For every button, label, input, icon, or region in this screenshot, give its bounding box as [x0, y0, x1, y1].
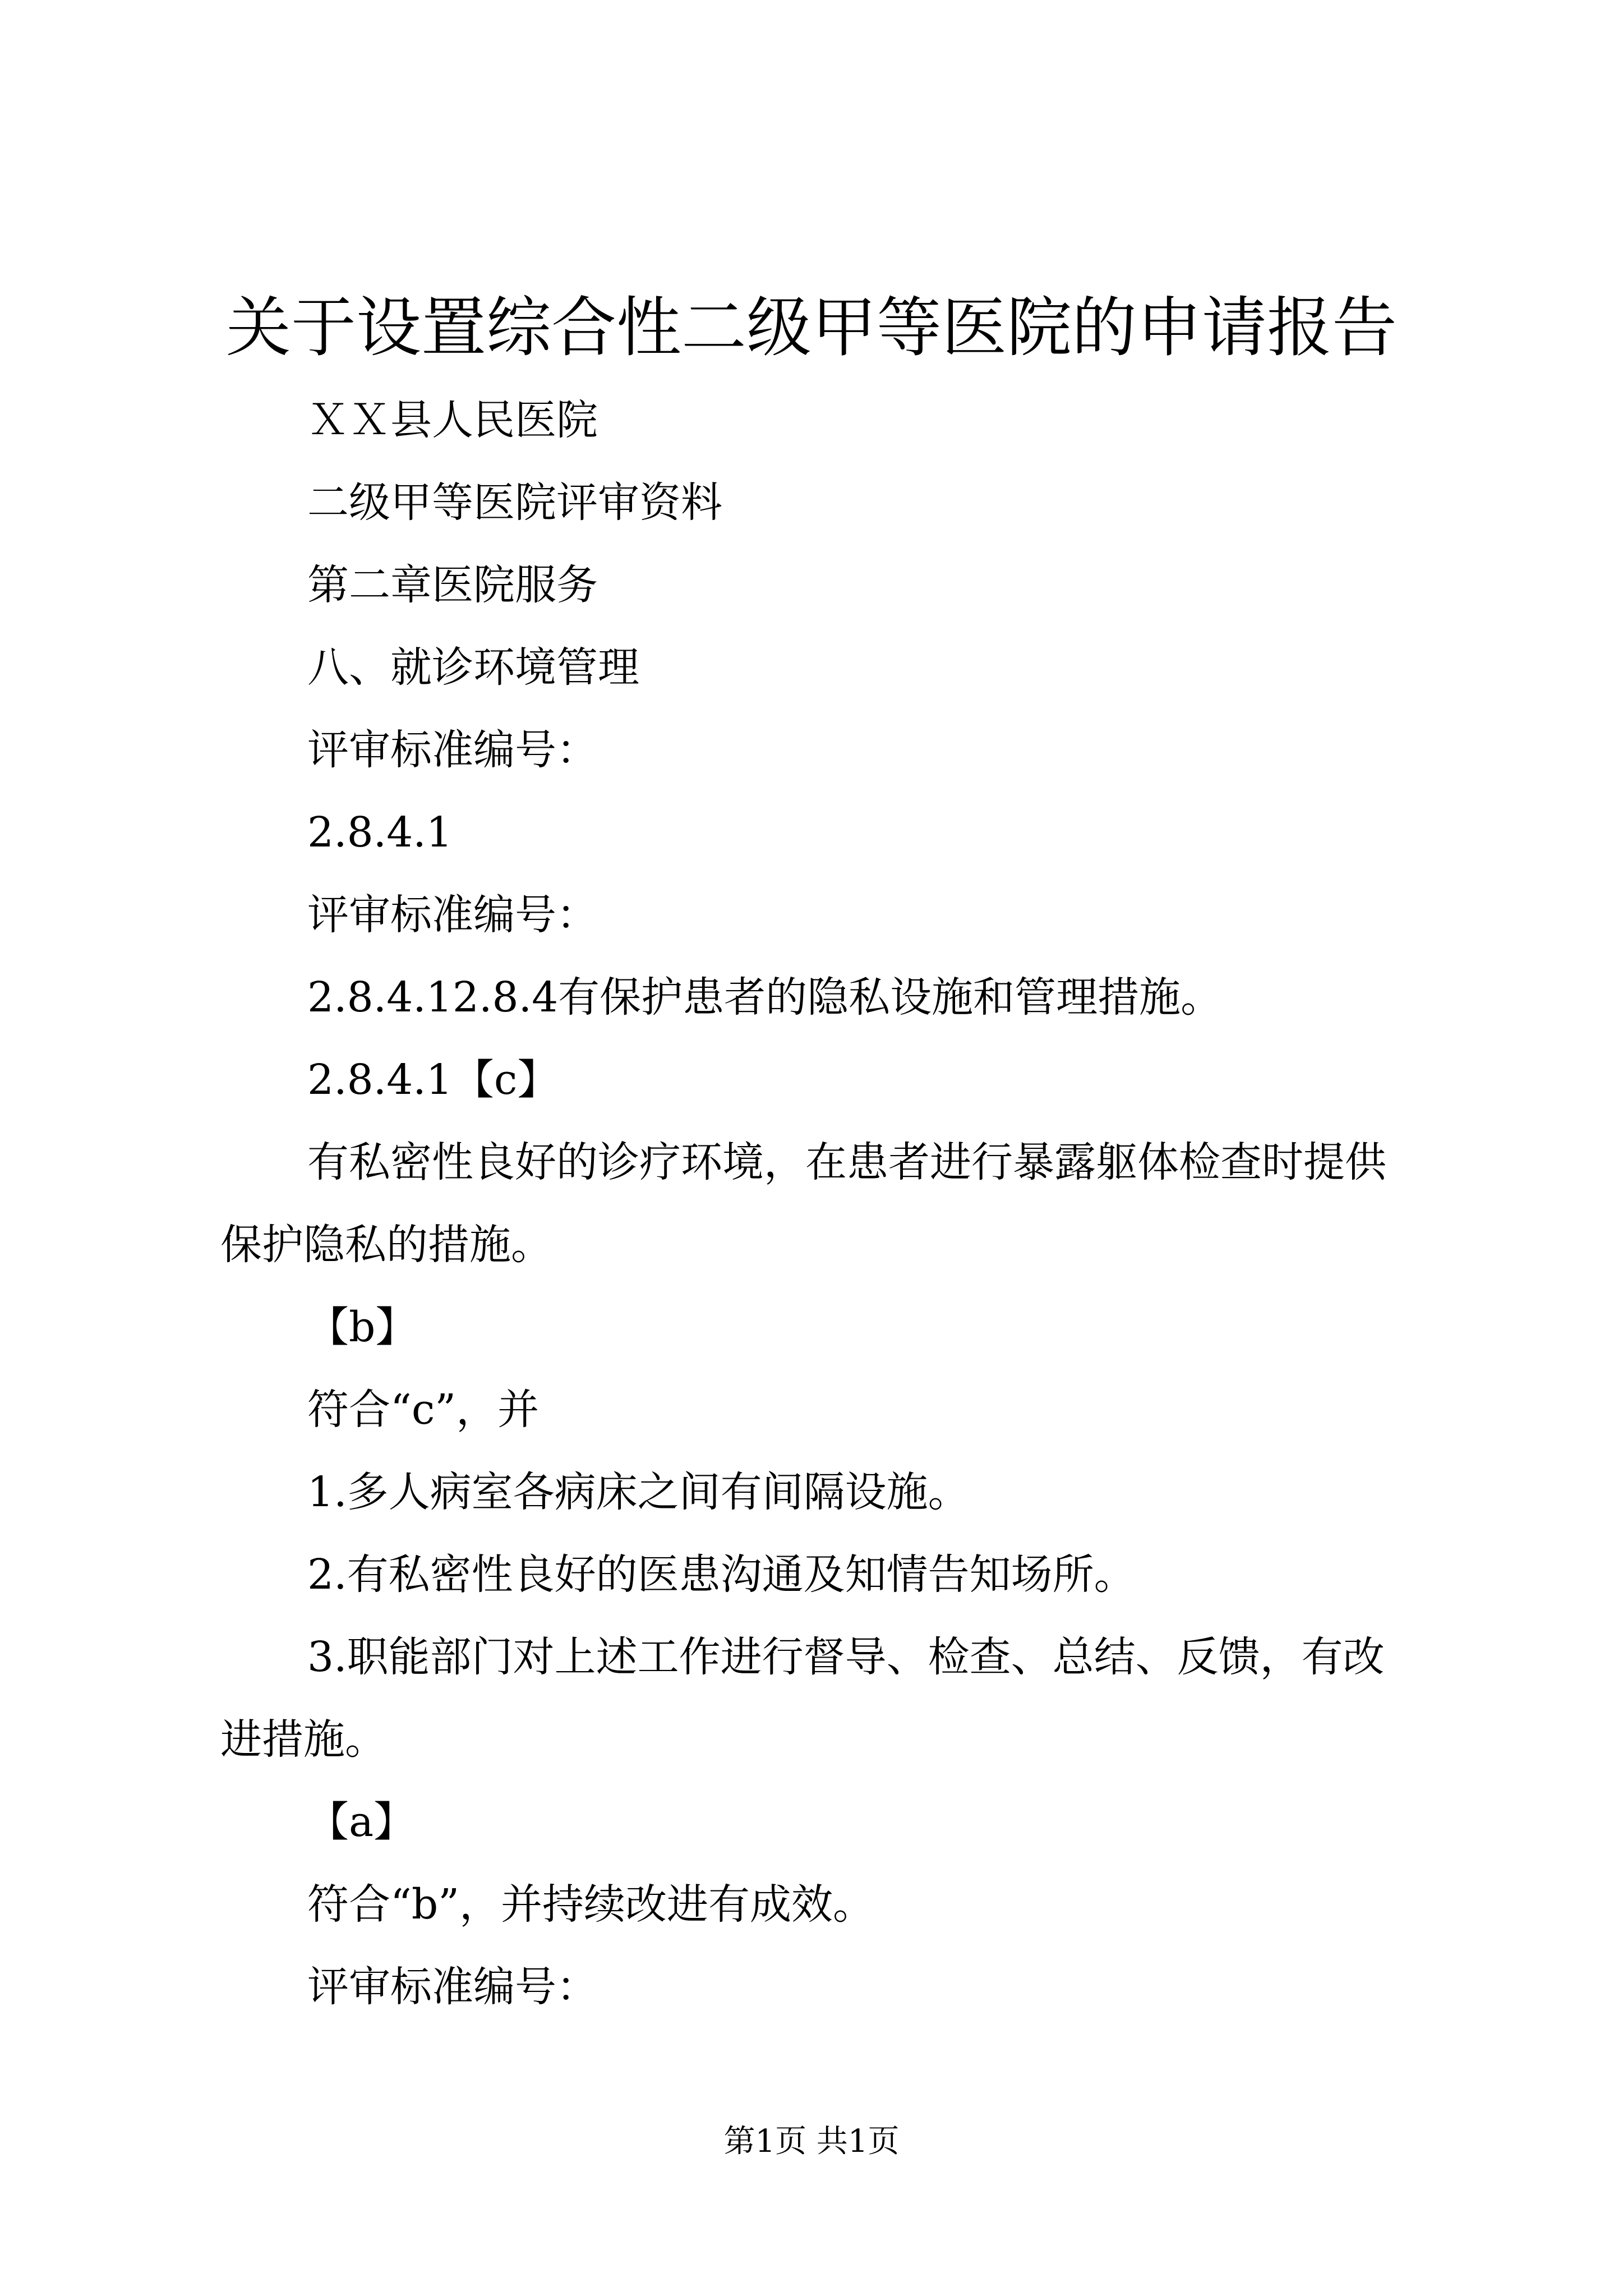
document-body — [220, 379, 1423, 2028]
paragraph-standard-number-label: 评审标准编号： — [307, 726, 598, 774]
paragraph-grade-b-intro: 符合“c”，并 — [307, 1386, 540, 1434]
paragraph-section-eight: 八、就诊环境管理 — [307, 643, 639, 692]
paragraph-grade-b-item-1: 1.多人病室各病床之间有间隔设施。 — [307, 1468, 970, 1516]
paragraph-hospital-name: ＸＸ县人民医院 — [307, 396, 598, 444]
paragraph-privacy-measures: 2.8.4.12.8.4有保护患者的隐私设施和管理措施。 — [307, 973, 1223, 1022]
paragraph-grade-b-heading: 【b】 — [307, 1303, 417, 1351]
paragraph-chapter-two: 第二章医院服务 — [307, 561, 598, 609]
paragraph-grade-a-text: 符合“b”，并持续改进有成效。 — [307, 1880, 875, 1929]
paragraph-grade-c-heading: 2.8.4.1【c】 — [307, 1056, 559, 1104]
paragraph-standard-number: 2.8.4.1 — [307, 808, 453, 857]
paragraph-standard-number-label: 评审标准编号： — [307, 1963, 598, 2011]
paragraph-standard-number-label: 评审标准编号： — [307, 891, 598, 939]
paragraph-grade-b-item-3: 3.职能部门对上述工作进行督导、检查、总结、反馈，有改进措施。 — [220, 1633, 1385, 1764]
paragraph-grade-a-heading: 【a】 — [307, 1798, 416, 1846]
document-title: 关于设置综合性二级甲等医院的申请报告 — [226, 290, 1397, 366]
page-footer: 第1页 共1页 — [723, 2123, 900, 2160]
paragraph-grade-c-text: 有私密性良好的诊疗环境，在患者进行暴露躯体检查时提供保护隐私的措施。 — [220, 1138, 1386, 1269]
paragraph-review-materials: 二级甲等医院评审资料 — [307, 478, 722, 527]
paragraph-grade-b-item-2: 2.有私密性良好的医患沟通及知情告知场所。 — [307, 1550, 1136, 1599]
